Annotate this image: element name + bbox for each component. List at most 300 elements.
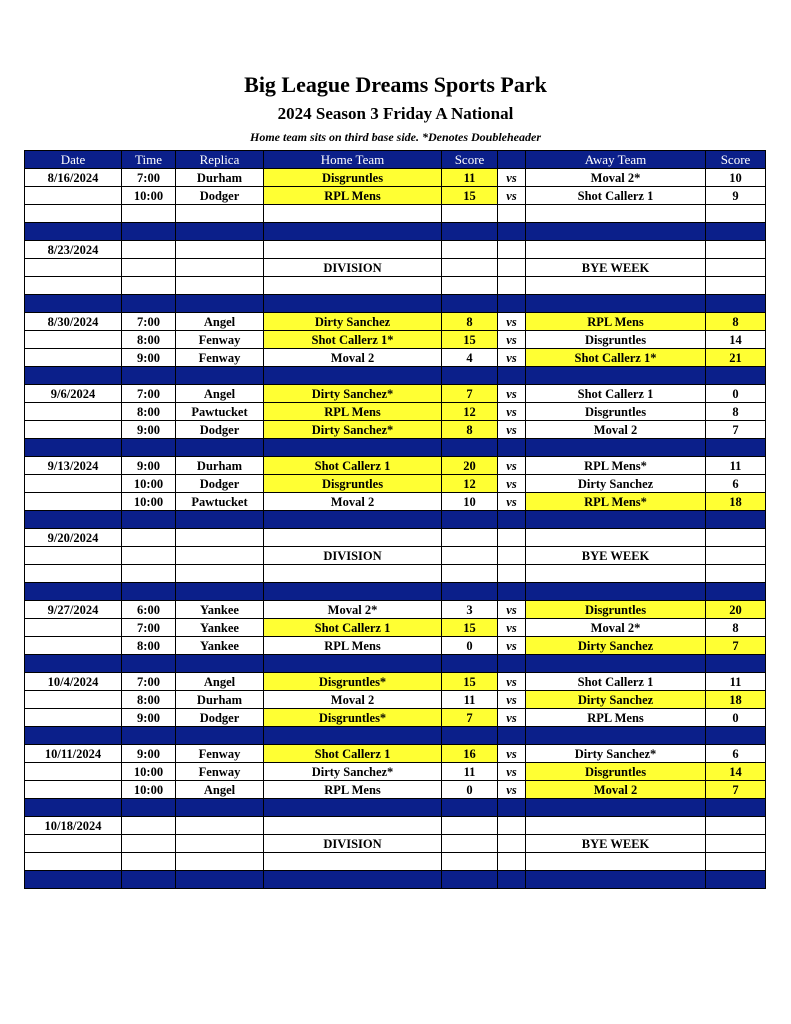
- separator-cell: [498, 223, 526, 241]
- date-cell: [25, 493, 122, 511]
- separator-cell: [498, 655, 526, 673]
- vs-cell: [498, 853, 526, 871]
- away-team-cell: Disgruntles: [526, 331, 706, 349]
- away-score-cell: 8: [706, 313, 766, 331]
- home-score-cell: [442, 529, 498, 547]
- date-cell: 10/18/2024: [25, 817, 122, 835]
- vs-cell: vs: [498, 313, 526, 331]
- separator-cell: [122, 439, 176, 457]
- table-row: [25, 565, 766, 583]
- separator-cell: [176, 295, 264, 313]
- replica-cell: [176, 259, 264, 277]
- col-vs-header: [498, 151, 526, 169]
- separator-cell: [442, 511, 498, 529]
- away-score-cell: 11: [706, 673, 766, 691]
- table-row: [25, 547, 766, 565]
- home-team-cell: Moval 2: [264, 493, 442, 511]
- separator-cell: [264, 367, 442, 385]
- vs-cell: [498, 547, 526, 565]
- time-cell: 7:00: [122, 673, 176, 691]
- col-replica-header: Replica: [176, 151, 264, 169]
- away-score-cell: [706, 529, 766, 547]
- home-score-cell: [442, 277, 498, 295]
- date-cell: [25, 331, 122, 349]
- date-cell: 10/11/2024: [25, 745, 122, 763]
- replica-cell: Dodger: [176, 709, 264, 727]
- date-cell: [25, 403, 122, 421]
- date-cell: [25, 259, 122, 277]
- away-team-cell: Moval 2: [526, 781, 706, 799]
- week-separator: [25, 511, 766, 529]
- vs-cell: [498, 259, 526, 277]
- vs-cell: vs: [498, 745, 526, 763]
- separator-cell: [442, 799, 498, 817]
- time-cell: 10:00: [122, 493, 176, 511]
- table-row: [25, 691, 766, 709]
- replica-cell: [176, 241, 264, 259]
- table-row: [25, 421, 766, 439]
- replica-cell: Yankee: [176, 637, 264, 655]
- date-cell: [25, 781, 122, 799]
- separator-cell: [176, 439, 264, 457]
- separator-cell: [442, 727, 498, 745]
- table-row: [25, 835, 766, 853]
- home-team-cell: Dirty Sanchez*: [264, 421, 442, 439]
- separator-cell: [25, 655, 122, 673]
- date-cell: [25, 349, 122, 367]
- away-team-cell: [526, 205, 706, 223]
- separator-cell: [176, 367, 264, 385]
- home-score-cell: 15: [442, 619, 498, 637]
- separator-cell: [122, 511, 176, 529]
- table-row: [25, 259, 766, 277]
- separator-cell: [264, 583, 442, 601]
- away-score-cell: 11: [706, 457, 766, 475]
- vs-cell: vs: [498, 403, 526, 421]
- week-separator: [25, 295, 766, 313]
- separator-cell: [526, 511, 706, 529]
- home-score-cell: 11: [442, 763, 498, 781]
- date-cell: [25, 691, 122, 709]
- separator-cell: [122, 295, 176, 313]
- separator-cell: [176, 727, 264, 745]
- separator-cell: [264, 223, 442, 241]
- date-cell: [25, 187, 122, 205]
- away-score-cell: 0: [706, 709, 766, 727]
- separator-cell: [706, 655, 766, 673]
- away-score-cell: [706, 205, 766, 223]
- away-team-cell: Shot Callerz 1: [526, 385, 706, 403]
- replica-cell: Dodger: [176, 421, 264, 439]
- page-title: Big League Dreams Sports Park: [244, 72, 547, 97]
- time-cell: 10:00: [122, 781, 176, 799]
- date-cell: 9/13/2024: [25, 457, 122, 475]
- home-score-cell: 7: [442, 709, 498, 727]
- table-row: [25, 349, 766, 367]
- time-cell: [122, 277, 176, 295]
- home-score-cell: 4: [442, 349, 498, 367]
- time-cell: [122, 547, 176, 565]
- home-team-cell: [264, 205, 442, 223]
- home-score-cell: 15: [442, 187, 498, 205]
- separator-cell: [706, 439, 766, 457]
- separator-cell: [264, 511, 442, 529]
- separator-cell: [25, 511, 122, 529]
- away-team-cell: Dirty Sanchez: [526, 475, 706, 493]
- table-row: [25, 745, 766, 763]
- separator-cell: [526, 295, 706, 313]
- table-row: [25, 619, 766, 637]
- separator-cell: [706, 799, 766, 817]
- table-row: [25, 709, 766, 727]
- time-cell: [122, 241, 176, 259]
- home-team-cell: RPL Mens: [264, 403, 442, 421]
- away-team-cell: Shot Callerz 1: [526, 187, 706, 205]
- replica-cell: Durham: [176, 457, 264, 475]
- replica-cell: Yankee: [176, 601, 264, 619]
- table-row: [25, 817, 766, 835]
- time-cell: [122, 529, 176, 547]
- away-team-cell: [526, 853, 706, 871]
- separator-cell: [498, 295, 526, 313]
- away-score-cell: 8: [706, 403, 766, 421]
- separator-cell: [442, 295, 498, 313]
- separator-cell: [264, 295, 442, 313]
- time-cell: 7:00: [122, 385, 176, 403]
- replica-cell: Dodger: [176, 475, 264, 493]
- time-cell: [122, 565, 176, 583]
- separator-cell: [442, 655, 498, 673]
- separator-cell: [526, 367, 706, 385]
- week-separator: [25, 583, 766, 601]
- home-team-cell: Shot Callerz 1: [264, 745, 442, 763]
- away-team-cell: Disgruntles: [526, 403, 706, 421]
- date-cell: 9/6/2024: [25, 385, 122, 403]
- separator-cell: [498, 367, 526, 385]
- separator-cell: [25, 727, 122, 745]
- replica-cell: Pawtucket: [176, 403, 264, 421]
- separator-cell: [526, 871, 706, 889]
- date-cell: 8/30/2024: [25, 313, 122, 331]
- home-team-cell: Moval 2: [264, 349, 442, 367]
- table-row: [25, 187, 766, 205]
- home-team-cell: [264, 277, 442, 295]
- separator-cell: [498, 583, 526, 601]
- away-score-cell: [706, 853, 766, 871]
- separator-cell: [176, 511, 264, 529]
- vs-cell: vs: [498, 457, 526, 475]
- away-score-cell: 14: [706, 331, 766, 349]
- date-cell: [25, 835, 122, 853]
- time-cell: 9:00: [122, 745, 176, 763]
- home-team-cell: [264, 529, 442, 547]
- col-time-header: Time: [122, 151, 176, 169]
- replica-cell: Durham: [176, 691, 264, 709]
- date-cell: [25, 277, 122, 295]
- table-row: [25, 277, 766, 295]
- schedule-body: [25, 169, 766, 889]
- away-score-cell: [706, 259, 766, 277]
- week-separator: [25, 655, 766, 673]
- away-score-cell: 0: [706, 385, 766, 403]
- vs-cell: vs: [498, 169, 526, 187]
- page-note: Home team sits on third base side. *Denotes Doubleheader: [250, 130, 541, 144]
- week-separator: [25, 367, 766, 385]
- table-row: [25, 475, 766, 493]
- bye-week-label: BYE WEEK: [526, 835, 706, 853]
- table-row: [25, 781, 766, 799]
- away-team-cell: [526, 817, 706, 835]
- away-score-cell: 21: [706, 349, 766, 367]
- date-cell: 8/16/2024: [25, 169, 122, 187]
- time-cell: 8:00: [122, 691, 176, 709]
- table-row: [25, 313, 766, 331]
- time-cell: 7:00: [122, 619, 176, 637]
- home-score-cell: [442, 241, 498, 259]
- vs-cell: vs: [498, 691, 526, 709]
- home-team-cell: Shot Callerz 1*: [264, 331, 442, 349]
- vs-cell: vs: [498, 709, 526, 727]
- replica-cell: [176, 205, 264, 223]
- away-team-cell: Moval 2*: [526, 169, 706, 187]
- home-score-cell: 12: [442, 403, 498, 421]
- date-cell: [25, 547, 122, 565]
- replica-cell: [176, 565, 264, 583]
- separator-cell: [498, 799, 526, 817]
- table-row: [25, 637, 766, 655]
- col-home-team-header: Home Team: [264, 151, 442, 169]
- home-team-cell: Dirty Sanchez: [264, 313, 442, 331]
- separator-cell: [25, 439, 122, 457]
- home-team-cell: [264, 817, 442, 835]
- away-team-cell: Shot Callerz 1*: [526, 349, 706, 367]
- replica-cell: Angel: [176, 673, 264, 691]
- home-team-cell: RPL Mens: [264, 187, 442, 205]
- col-away-score-header: Score: [706, 151, 766, 169]
- schedule-table: [24, 150, 766, 889]
- table-row: [25, 331, 766, 349]
- home-score-cell: [442, 547, 498, 565]
- vs-cell: vs: [498, 187, 526, 205]
- table-row: [25, 601, 766, 619]
- home-team-cell: Disgruntles: [264, 475, 442, 493]
- home-score-cell: 15: [442, 673, 498, 691]
- replica-cell: Angel: [176, 385, 264, 403]
- away-team-cell: Dirty Sanchez: [526, 637, 706, 655]
- away-score-cell: 20: [706, 601, 766, 619]
- separator-cell: [25, 583, 122, 601]
- table-row: [25, 493, 766, 511]
- separator-cell: [442, 583, 498, 601]
- separator-cell: [498, 727, 526, 745]
- replica-cell: Fenway: [176, 763, 264, 781]
- table-row: [25, 853, 766, 871]
- table-row: [25, 385, 766, 403]
- date-cell: [25, 619, 122, 637]
- time-cell: [122, 853, 176, 871]
- home-team-cell: RPL Mens: [264, 781, 442, 799]
- time-cell: 9:00: [122, 349, 176, 367]
- separator-cell: [264, 727, 442, 745]
- home-score-cell: [442, 259, 498, 277]
- time-cell: 8:00: [122, 637, 176, 655]
- week-separator: [25, 871, 766, 889]
- bye-week-label: BYE WEEK: [526, 259, 706, 277]
- home-score-cell: 0: [442, 637, 498, 655]
- home-team-cell: [264, 565, 442, 583]
- replica-cell: Dodger: [176, 187, 264, 205]
- away-team-cell: Shot Callerz 1: [526, 673, 706, 691]
- home-team-cell: Moval 2: [264, 691, 442, 709]
- away-team-cell: [526, 565, 706, 583]
- time-cell: 9:00: [122, 457, 176, 475]
- date-cell: [25, 565, 122, 583]
- date-cell: [25, 637, 122, 655]
- table-row: [25, 169, 766, 187]
- separator-cell: [498, 871, 526, 889]
- replica-cell: [176, 277, 264, 295]
- time-cell: 7:00: [122, 169, 176, 187]
- time-cell: 8:00: [122, 403, 176, 421]
- away-score-cell: 7: [706, 781, 766, 799]
- vs-cell: vs: [498, 781, 526, 799]
- separator-cell: [526, 655, 706, 673]
- time-cell: [122, 817, 176, 835]
- home-score-cell: [442, 565, 498, 583]
- date-cell: 9/27/2024: [25, 601, 122, 619]
- separator-cell: [498, 439, 526, 457]
- week-separator: [25, 727, 766, 745]
- date-cell: 9/20/2024: [25, 529, 122, 547]
- replica-cell: Durham: [176, 169, 264, 187]
- separator-cell: [25, 799, 122, 817]
- vs-cell: vs: [498, 619, 526, 637]
- table-row: [25, 457, 766, 475]
- replica-cell: Fenway: [176, 331, 264, 349]
- home-team-cell: Disgruntles*: [264, 673, 442, 691]
- time-cell: 8:00: [122, 331, 176, 349]
- home-team-cell: Dirty Sanchez*: [264, 763, 442, 781]
- separator-cell: [442, 871, 498, 889]
- date-cell: [25, 763, 122, 781]
- vs-cell: [498, 529, 526, 547]
- date-cell: [25, 475, 122, 493]
- date-cell: 8/23/2024: [25, 241, 122, 259]
- home-score-cell: 11: [442, 691, 498, 709]
- away-score-cell: 7: [706, 421, 766, 439]
- time-cell: 10:00: [122, 475, 176, 493]
- separator-cell: [264, 439, 442, 457]
- week-separator: [25, 439, 766, 457]
- date-cell: [25, 205, 122, 223]
- away-team-cell: RPL Mens*: [526, 493, 706, 511]
- away-score-cell: 6: [706, 745, 766, 763]
- separator-cell: [25, 367, 122, 385]
- home-score-cell: 10: [442, 493, 498, 511]
- time-cell: [122, 205, 176, 223]
- away-score-cell: [706, 547, 766, 565]
- home-score-cell: 12: [442, 475, 498, 493]
- vs-cell: vs: [498, 421, 526, 439]
- time-cell: 9:00: [122, 709, 176, 727]
- separator-cell: [122, 223, 176, 241]
- separator-cell: [442, 439, 498, 457]
- home-team-cell: Moval 2*: [264, 601, 442, 619]
- division-label: DIVISION: [264, 259, 442, 277]
- col-home-score-header: Score: [442, 151, 498, 169]
- away-team-cell: [526, 241, 706, 259]
- away-team-cell: RPL Mens*: [526, 457, 706, 475]
- home-score-cell: 8: [442, 313, 498, 331]
- vs-cell: vs: [498, 637, 526, 655]
- time-cell: 10:00: [122, 763, 176, 781]
- vs-cell: vs: [498, 673, 526, 691]
- separator-cell: [176, 799, 264, 817]
- away-team-cell: [526, 277, 706, 295]
- home-score-cell: 3: [442, 601, 498, 619]
- week-separator: [25, 799, 766, 817]
- home-score-cell: 15: [442, 331, 498, 349]
- date-cell: [25, 709, 122, 727]
- table-row: [25, 403, 766, 421]
- separator-cell: [176, 655, 264, 673]
- away-team-cell: [526, 529, 706, 547]
- away-score-cell: [706, 835, 766, 853]
- replica-cell: [176, 853, 264, 871]
- home-score-cell: 7: [442, 385, 498, 403]
- separator-cell: [176, 871, 264, 889]
- separator-cell: [498, 511, 526, 529]
- home-score-cell: 16: [442, 745, 498, 763]
- vs-cell: vs: [498, 763, 526, 781]
- replica-cell: [176, 817, 264, 835]
- replica-cell: [176, 547, 264, 565]
- separator-cell: [122, 871, 176, 889]
- away-team-cell: Moval 2: [526, 421, 706, 439]
- vs-cell: vs: [498, 493, 526, 511]
- vs-cell: vs: [498, 475, 526, 493]
- date-cell: [25, 421, 122, 439]
- separator-cell: [706, 295, 766, 313]
- separator-cell: [442, 223, 498, 241]
- time-cell: 6:00: [122, 601, 176, 619]
- replica-cell: Fenway: [176, 349, 264, 367]
- separator-cell: [122, 367, 176, 385]
- division-label: DIVISION: [264, 547, 442, 565]
- home-team-cell: [264, 853, 442, 871]
- separator-cell: [526, 727, 706, 745]
- separator-cell: [442, 367, 498, 385]
- replica-cell: Yankee: [176, 619, 264, 637]
- separator-cell: [122, 655, 176, 673]
- away-team-cell: Dirty Sanchez: [526, 691, 706, 709]
- separator-cell: [706, 511, 766, 529]
- home-score-cell: 8: [442, 421, 498, 439]
- separator-cell: [176, 583, 264, 601]
- home-team-cell: Shot Callerz 1: [264, 457, 442, 475]
- separator-cell: [264, 799, 442, 817]
- separator-cell: [526, 223, 706, 241]
- time-cell: 10:00: [122, 187, 176, 205]
- vs-cell: vs: [498, 385, 526, 403]
- separator-cell: [176, 223, 264, 241]
- vs-cell: [498, 277, 526, 295]
- replica-cell: Fenway: [176, 745, 264, 763]
- away-score-cell: [706, 817, 766, 835]
- away-score-cell: [706, 277, 766, 295]
- replica-cell: Pawtucket: [176, 493, 264, 511]
- header-row: [25, 151, 766, 169]
